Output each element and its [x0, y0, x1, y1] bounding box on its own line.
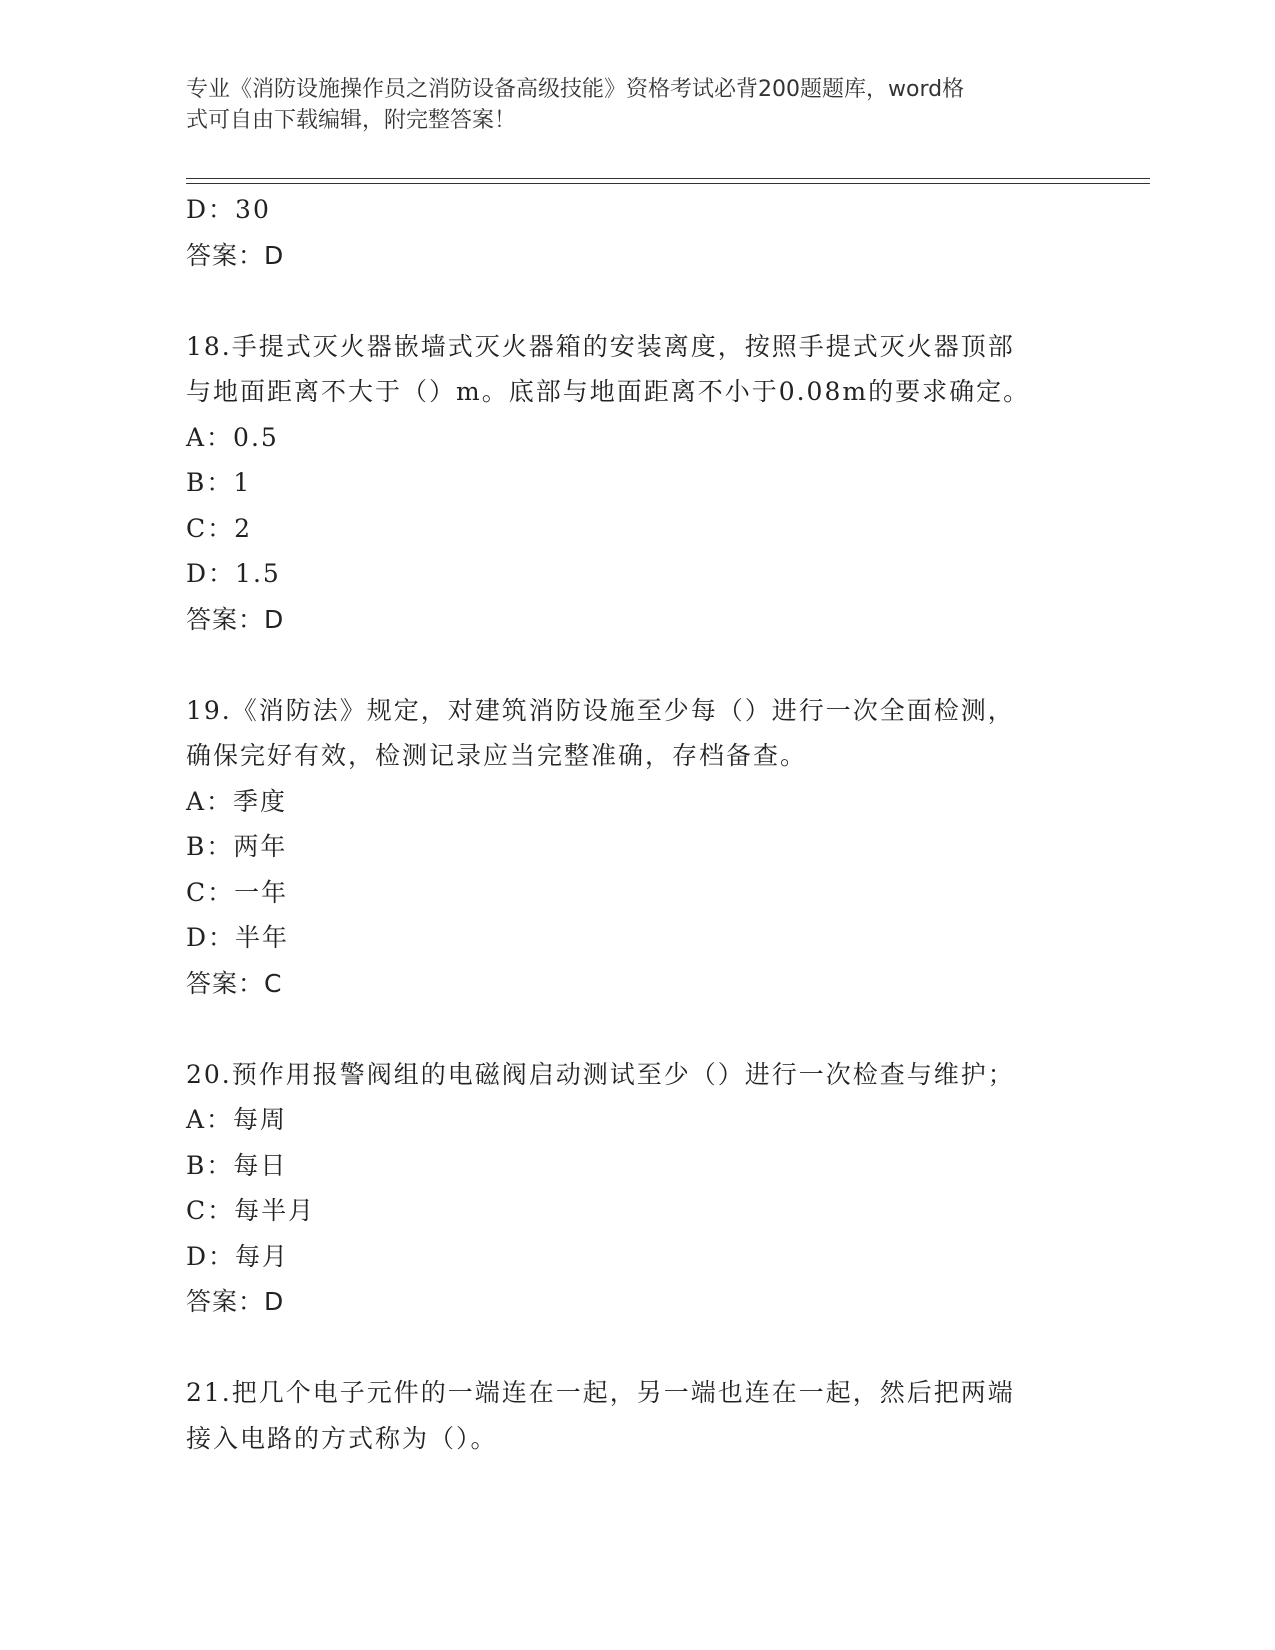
question-stem: 20.预作用报警阀组的电磁阀启动测试至少（）进行一次检查与维护； [186, 1059, 1015, 1089]
header-divider-bottom [186, 183, 1150, 184]
option-a: A：季度 [186, 786, 288, 816]
header-line-2: 式可自由下载编辑，附完整答案！ [186, 108, 517, 133]
answer-line: 答案：D [186, 1287, 285, 1316]
header-line-1: 专业《消防设施操作员之消防设备高级技能》资格考试必背200题题库，word格 [186, 77, 965, 102]
question-stem: 与地面距离不大于（）m。底部与地面距离不小于0.08m的要求确定。 [186, 377, 1031, 406]
option-d: D：每月 [186, 1241, 290, 1271]
option-d: D：1.5 [186, 559, 281, 588]
answer-line: 答案：D [186, 604, 285, 634]
question-stem: 19.《消防法》规定，对建筑消防设施至少每（）进行一次全面检测， [186, 695, 1015, 725]
option-c: C：每半月 [186, 1196, 316, 1225]
answer-line: 答案：C [186, 968, 283, 998]
option-d: D：30 [186, 195, 271, 224]
option-b: B：每日 [186, 1150, 288, 1180]
question-19 [186, 688, 1086, 1007]
question-stem: 21.把几个电子元件的一端连在一起，另一端也连在一起，然后把两端 [186, 1378, 1015, 1407]
option-b: B：两年 [186, 832, 288, 861]
question-list [186, 187, 1086, 1461]
option-b: B：1 [186, 468, 252, 497]
option-a: A：0.5 [186, 422, 279, 452]
question-stem: 18.手提式灭火器嵌墙式灭火器箱的安装离度，按照手提式灭火器顶部 [186, 331, 1015, 361]
option-d: D：半年 [186, 923, 290, 952]
header-divider-top [186, 178, 1150, 179]
document-header [186, 74, 1066, 136]
question-18 [186, 324, 1086, 643]
question-stem: 确保完好有效，检测记录应当完整准确，存档备查。 [186, 741, 808, 770]
answer-line: 答案：D [186, 240, 285, 270]
option-c: C：2 [186, 513, 253, 543]
question-stem: 接入电路的方式称为（）。 [186, 1423, 498, 1453]
option-c: C：一年 [186, 877, 289, 907]
question-20 [186, 1052, 1086, 1325]
question-21 [186, 1370, 1086, 1461]
option-a: A：每周 [186, 1105, 288, 1134]
